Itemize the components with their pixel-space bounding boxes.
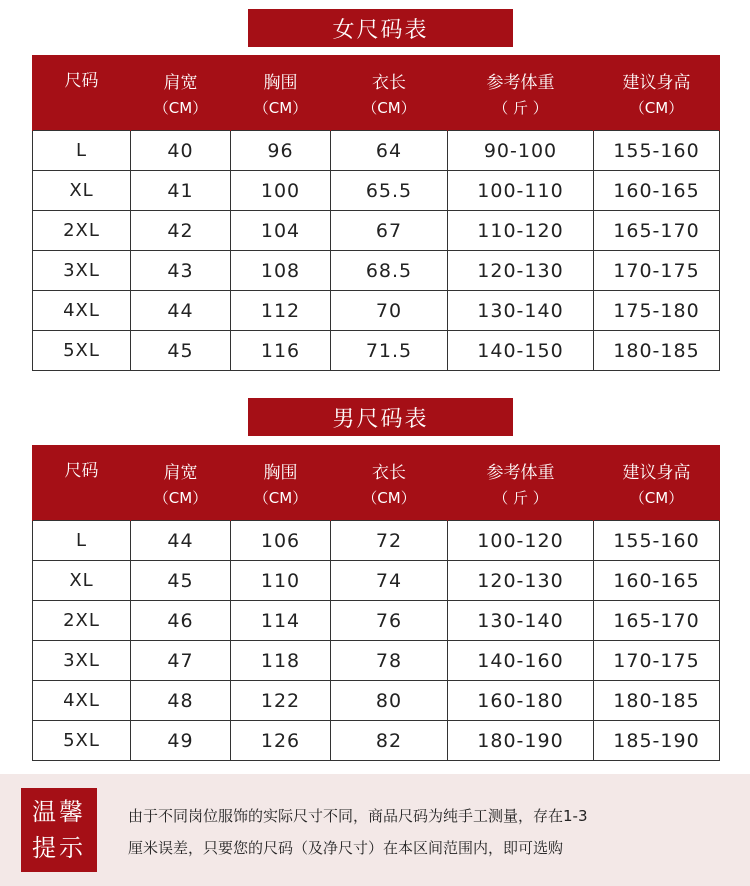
men-table-row (33, 521, 720, 561)
men-table-row (33, 601, 720, 641)
women-table-cell: 3XL (33, 251, 131, 291)
women-table-cell: 44 (131, 291, 231, 331)
women-size-chart-title: 女尺码表 (248, 9, 513, 47)
women-table-cell: 70 (331, 291, 448, 331)
women-table-header-unit: （ 斤 ） (493, 98, 548, 117)
men-table-row (33, 561, 720, 601)
women-table-cell: 155-160 (594, 131, 720, 171)
women-table-cell: 108 (231, 251, 331, 291)
women-table-cell: 68.5 (331, 251, 448, 291)
tips-line-2: 厘米误差，只要您的尺码（及净尺寸）在本区间范围内，即可选购 (128, 839, 564, 857)
men-table-cell: 170-175 (594, 641, 720, 681)
tips-badge-line2: 提示 (32, 834, 86, 862)
men-table-cell: 130-140 (448, 601, 594, 641)
women-table-header-unit: （CM） (362, 98, 416, 117)
tips-panel (0, 774, 750, 886)
women-table-cell: 42 (131, 211, 231, 251)
men-table-body (33, 521, 720, 761)
women-table-header-label: 参考体重 (486, 72, 555, 93)
women-table-row (33, 291, 720, 331)
women-table-header-label: 肩宽 (163, 72, 198, 93)
men-table-cell: 74 (331, 561, 448, 601)
men-table-cell: 140-160 (448, 641, 594, 681)
men-table-header-unit: （CM） (253, 488, 308, 507)
women-table-cell: 43 (131, 251, 231, 291)
women-table-header-label: 建议身高 (622, 72, 691, 93)
women-table-cell: 130-140 (448, 291, 594, 331)
men-table-cell: 4XL (33, 681, 131, 721)
men-table-cell: 180-190 (448, 721, 594, 761)
men-size-table (32, 445, 720, 761)
women-table-cell: 96 (231, 131, 331, 171)
men-table-cell: 106 (231, 521, 331, 561)
women-table-cell: 160-165 (594, 171, 720, 211)
women-table-header-4 (448, 55, 594, 131)
women-table-cell: 112 (231, 291, 331, 331)
men-table-cell: 110 (231, 561, 331, 601)
men-table-header-label: 肩宽 (163, 462, 198, 483)
men-table-header-unit: （CM） (629, 488, 684, 507)
men-table-cell: 48 (131, 681, 231, 721)
tips-badge (21, 788, 97, 872)
men-table-header-3 (331, 445, 448, 521)
women-table-cell: 65.5 (331, 171, 448, 211)
women-table-cell: 100-110 (448, 171, 594, 211)
women-table-cell: 175-180 (594, 291, 720, 331)
men-table-cell: 3XL (33, 641, 131, 681)
women-table-cell: 104 (231, 211, 331, 251)
men-table-cell: 44 (131, 521, 231, 561)
women-table-cell: 40 (131, 131, 231, 171)
women-table-header-5 (594, 55, 720, 131)
men-table-header-5 (594, 445, 720, 521)
women-table-header-unit: （CM） (629, 98, 684, 117)
men-table-cell: 160-165 (594, 561, 720, 601)
men-table-header-1 (131, 445, 231, 521)
men-table-header-label: 胸围 (263, 462, 298, 483)
men-table-cell: 120-130 (448, 561, 594, 601)
men-table-header-0 (33, 445, 131, 521)
men-table-header-label: 参考体重 (486, 462, 555, 483)
women-table-cell: 71.5 (331, 331, 448, 371)
men-table-cell: 185-190 (594, 721, 720, 761)
men-table-header-label: 尺码 (64, 461, 99, 481)
men-table-cell: 72 (331, 521, 448, 561)
men-table-cell: 80 (331, 681, 448, 721)
men-table-cell: 126 (231, 721, 331, 761)
men-table-cell: 49 (131, 721, 231, 761)
men-table-cell: 155-160 (594, 521, 720, 561)
men-table-cell: 47 (131, 641, 231, 681)
women-table-cell: 110-120 (448, 211, 594, 251)
men-table-header-2 (231, 445, 331, 521)
women-table-header-label: 衣长 (372, 72, 406, 93)
men-table-header-unit: （CM） (362, 488, 416, 507)
women-table-row (33, 131, 720, 171)
women-table-cell: 4XL (33, 291, 131, 331)
tips-badge-line1: 温馨 (32, 798, 86, 826)
tips-line-1: 由于不同岗位服饰的实际尺寸不同，商品尺码为纯手工测量，存在1-3 (128, 807, 588, 825)
men-table-row (33, 641, 720, 681)
women-table-header-3 (331, 55, 448, 131)
women-table-row (33, 331, 720, 371)
men-table-header-label: 衣长 (372, 462, 406, 483)
women-size-table (32, 55, 720, 371)
men-table-cell: 122 (231, 681, 331, 721)
men-table-cell: 100-120 (448, 521, 594, 561)
women-table-header-unit: （CM） (153, 98, 208, 117)
women-table-row (33, 171, 720, 211)
men-table-cell: 45 (131, 561, 231, 601)
women-table-header-1 (131, 55, 231, 131)
men-table-cell: 180-185 (594, 681, 720, 721)
women-table-row (33, 251, 720, 291)
men-table-header-unit: （CM） (153, 488, 208, 507)
men-table-cell: L (33, 521, 131, 561)
men-table-header-unit: （ 斤 ） (493, 488, 548, 507)
women-table-cell: 5XL (33, 331, 131, 371)
tips-text (128, 800, 728, 864)
women-table-cell: 41 (131, 171, 231, 211)
women-table-cell: XL (33, 171, 131, 211)
men-table-cell: 76 (331, 601, 448, 641)
women-table-cell: 120-130 (448, 251, 594, 291)
women-table-cell: 2XL (33, 211, 131, 251)
women-table-cell: 100 (231, 171, 331, 211)
women-table-header-2 (231, 55, 331, 131)
women-table-cell: 116 (231, 331, 331, 371)
men-table-cell: XL (33, 561, 131, 601)
women-table-header-0 (33, 55, 131, 131)
women-table-cell: 67 (331, 211, 448, 251)
men-table-cell: 82 (331, 721, 448, 761)
women-table-header-label: 尺码 (64, 71, 99, 91)
women-table-body (33, 131, 720, 371)
women-table-header-label: 胸围 (263, 72, 298, 93)
women-table-header-unit: （CM） (253, 98, 308, 117)
women-table-cell: 180-185 (594, 331, 720, 371)
men-table-header-label: 建议身高 (622, 462, 691, 483)
women-table-cell: 170-175 (594, 251, 720, 291)
men-table-cell: 165-170 (594, 601, 720, 641)
women-table-cell: L (33, 131, 131, 171)
women-table-cell: 165-170 (594, 211, 720, 251)
men-table-cell: 2XL (33, 601, 131, 641)
women-table-cell: 64 (331, 131, 448, 171)
women-table-row (33, 211, 720, 251)
men-table-cell: 160-180 (448, 681, 594, 721)
men-table-cell: 114 (231, 601, 331, 641)
men-table-header-row (33, 445, 720, 521)
women-table-cell: 140-150 (448, 331, 594, 371)
men-table-header-4 (448, 445, 594, 521)
men-size-chart-title: 男尺码表 (248, 398, 513, 436)
men-table-row (33, 681, 720, 721)
men-table-cell: 118 (231, 641, 331, 681)
women-table-header-row (33, 55, 720, 131)
men-table-cell: 5XL (33, 721, 131, 761)
men-table-cell: 46 (131, 601, 231, 641)
men-table-cell: 78 (331, 641, 448, 681)
men-table-row (33, 721, 720, 761)
women-table-cell: 90-100 (448, 131, 594, 171)
women-table-cell: 45 (131, 331, 231, 371)
